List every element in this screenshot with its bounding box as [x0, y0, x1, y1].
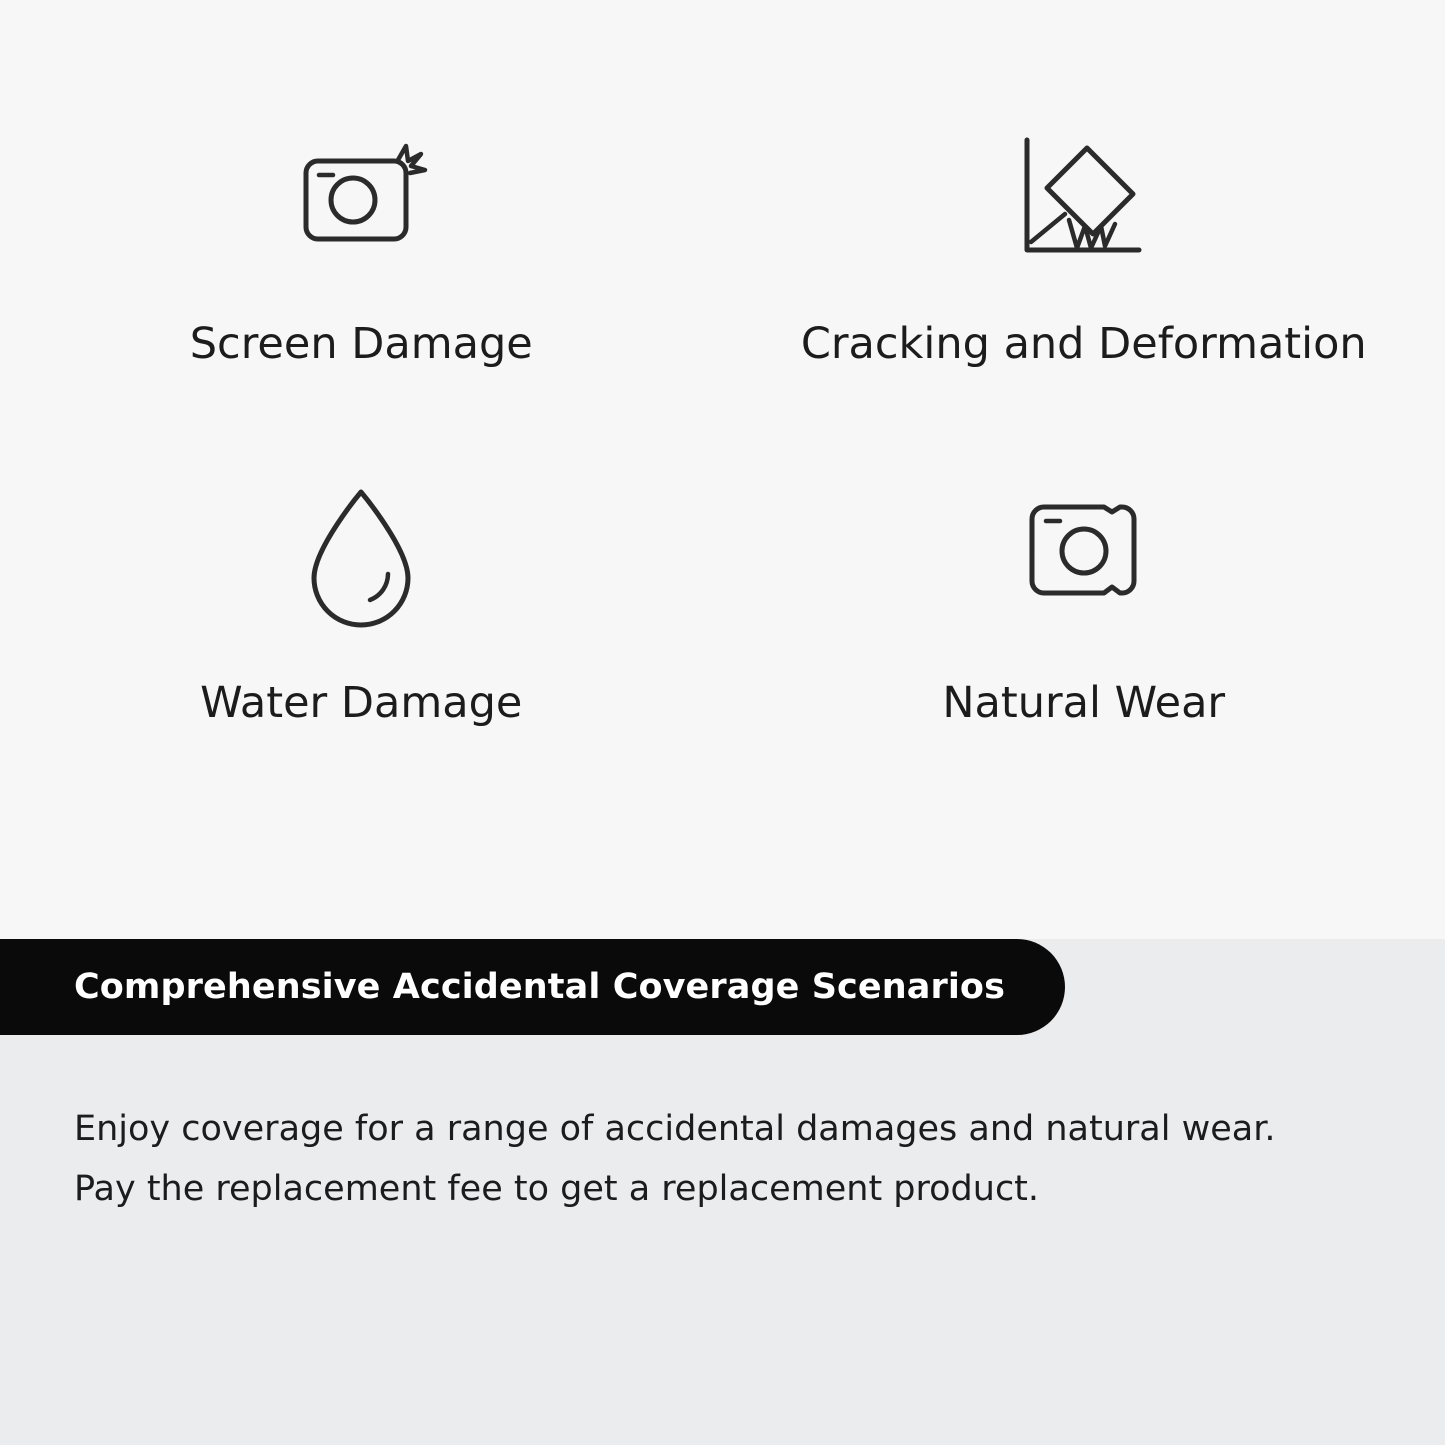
banner-title: Comprehensive Accidental Coverage Scenarios — [74, 967, 1006, 1007]
coverage-summary-panel — [0, 939, 1445, 1445]
worn-device-icon — [994, 477, 1174, 637]
description-line-2: Pay the replacement fee to get a replacement product. — [74, 1169, 1040, 1210]
description-line-1: Enjoy coverage for a range of accidental damages and natural wear. — [74, 1109, 1276, 1149]
coverage-item-label: Screen Damage — [189, 319, 533, 369]
coverage-item-label: Natural Wear — [942, 678, 1226, 729]
coverage-item-natural-wear — [723, 477, 1445, 728]
coverage-description — [74, 1099, 1355, 1219]
cracked-screen-icon — [271, 118, 451, 278]
water-drop-icon — [271, 477, 451, 637]
coverage-item-screen-damage — [0, 118, 723, 369]
impact-crack-icon — [994, 118, 1174, 278]
banner-tab — [0, 939, 1065, 1035]
coverage-item-label: Cracking and Deformation — [800, 319, 1367, 369]
coverage-item-water-damage — [0, 477, 723, 728]
coverage-item-cracking-deformation — [723, 118, 1445, 369]
coverage-item-label: Water Damage — [200, 678, 523, 729]
